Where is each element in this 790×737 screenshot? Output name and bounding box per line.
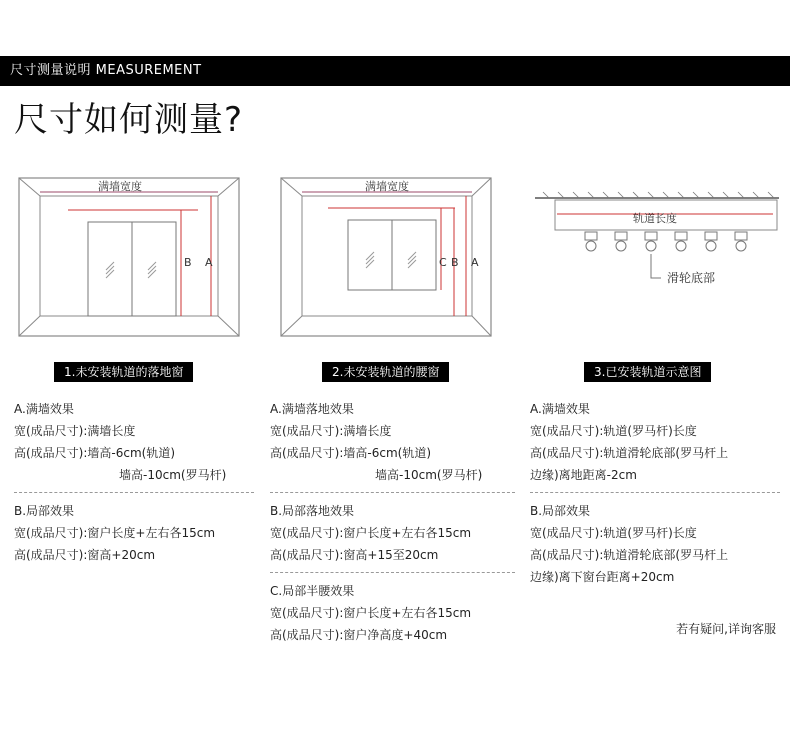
width-rule: 宽(成品尺寸):窗户长度+左右各15cm (270, 606, 472, 620)
height-rule: 高(成品尺寸):窗户净高度+40cm (270, 628, 448, 642)
width-rule: 宽(成品尺寸):满墙长度 (14, 424, 136, 438)
full-wall-title: A.满墙效果 (530, 402, 590, 416)
instructions-column-1 (14, 398, 254, 566)
partial-waist-title: C.局部半腰效果 (270, 584, 355, 598)
partial-title: B.局部效果 (530, 504, 591, 518)
height-rule-cont: 边缘)离地距离-2cm (530, 468, 637, 482)
width-rule: 宽(成品尺寸):窗户长度+左右各15cm (14, 526, 216, 540)
wall-width-label: 满墙宽度 (98, 180, 142, 193)
width-rule: 宽(成品尺寸):轨道(罗马杆)长度 (530, 424, 697, 438)
divider (530, 492, 780, 494)
partial-title: B.局部效果 (14, 504, 75, 518)
height-rule: 高(成品尺寸):墙高-6cm(轨道) (14, 446, 176, 460)
width-rule: 宽(成品尺寸):窗户长度+左右各15cm (270, 526, 472, 540)
section-header-band: 尺寸测量说明 MEASUREMENT (0, 56, 790, 86)
divider (14, 492, 254, 494)
diagram-floor-window (18, 170, 258, 345)
dim-c-label: C (439, 256, 447, 269)
dim-a-label: A (471, 256, 479, 269)
diagram-installed-track (533, 170, 783, 345)
height-rule: 高(成品尺寸):窗高+20cm (14, 548, 156, 562)
full-wall-title: A.满墙效果 (14, 402, 74, 416)
page-title: 尺寸如何测量? (14, 100, 244, 140)
dim-b-label: B (184, 256, 192, 269)
divider (270, 572, 515, 574)
dim-a-label: A (205, 256, 213, 269)
pulley-bottom-label: 滑轮底部 (667, 271, 716, 285)
instructions-column-3 (530, 398, 780, 588)
diagram-waist-window (280, 170, 520, 345)
height-rule: 高(成品尺寸):轨道滑轮底部(罗马杆上 (530, 548, 729, 562)
height-rule: 高(成品尺寸):轨道滑轮底部(罗马杆上 (530, 446, 729, 460)
height-rule-cont: 墙高-10cm(罗马杆) (119, 468, 227, 482)
customer-service-note: 若有疑问,详询客服 (676, 622, 776, 636)
height-rule: 高(成品尺寸):窗高+15至20cm (270, 548, 439, 562)
height-rule-cont: 边缘)离下窗台距离+20cm (530, 570, 675, 584)
caption-diagram-2: 2.未安装轨道的腰窗 (322, 362, 449, 382)
caption-diagram-1: 1.未安装轨道的落地窗 (54, 362, 193, 382)
wall-width-label: 满墙宽度 (365, 180, 409, 193)
partial-floor-title: B.局部落地效果 (270, 504, 355, 518)
width-rule: 宽(成品尺寸):满墙长度 (270, 424, 392, 438)
full-floor-title: A.满墙落地效果 (270, 402, 354, 416)
dim-b-label: B (451, 256, 459, 269)
height-rule: 高(成品尺寸):墙高-6cm(轨道) (270, 446, 432, 460)
track-length-label: 轨道长度 (633, 212, 677, 225)
instructions-column-2 (270, 398, 515, 646)
width-rule: 宽(成品尺寸):轨道(罗马杆)长度 (530, 526, 697, 540)
divider (270, 492, 515, 494)
caption-diagram-3: 3.已安装轨道示意图 (584, 362, 711, 382)
height-rule-cont: 墙高-10cm(罗马杆) (375, 468, 483, 482)
